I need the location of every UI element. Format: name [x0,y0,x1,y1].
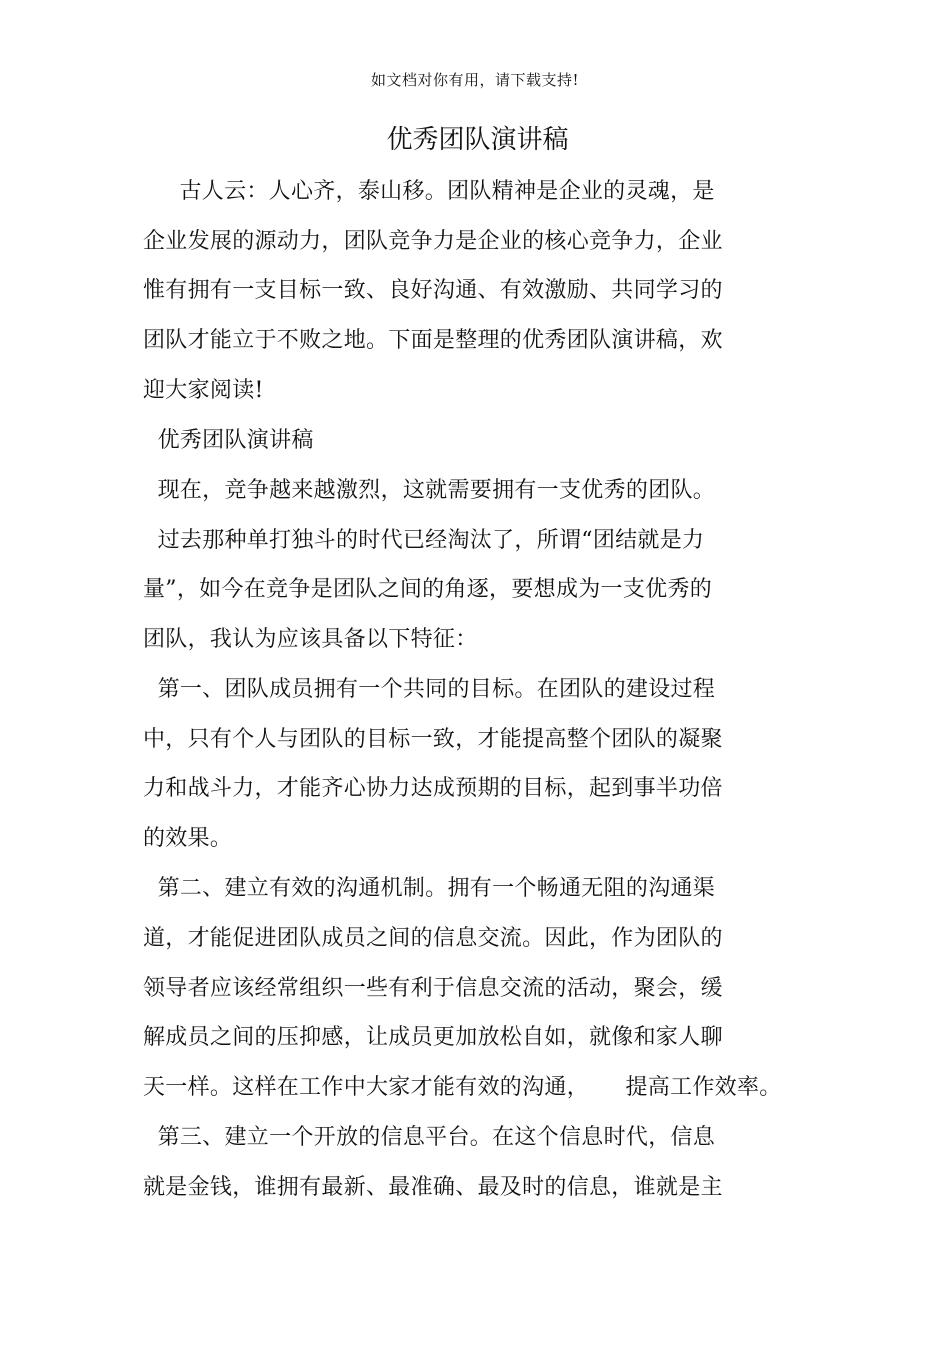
paragraph-line: 第三、建立一个开放的信息平台。在这个信息时代，信息 [143,1125,716,1150]
paragraph-line: 第二、建立有效的沟通机制。拥有一个畅通无阻的沟通渠 [143,876,716,901]
paragraph-line: 解成员之间的压抑感，让成员更加放松自如，就像和家人聊 [143,1025,723,1050]
header-note: 如文档对你有用，请下载支持! [370,71,580,89]
paragraph-line: 量”，如今在竞争是团队之间的角逐，要想成为一支优秀的 [143,577,713,602]
document-title: 优秀团队演讲稿 [386,125,569,155]
paragraph-line: 的效果。 [143,826,233,851]
paragraph-line: 惟有拥有一支目标一致、良好沟通、有效激励、共同学习的 [143,278,723,303]
paragraph-line: 迎大家阅读! [143,378,264,403]
paragraph-line: 第一、团队成员拥有一个共同的目标。在团队的建设过程 [143,677,716,702]
paragraph-line: 团队才能立于不败之地。下面是整理的优秀团队演讲稿，欢 [143,328,723,353]
paragraph-line: 古人云：人心齐，泰山移。团队精神是企业的灵魂，是 [143,179,715,204]
paragraph-line: 天一样。这样在工作中大家才能有效的沟通， 提高工作效率。 [143,1075,782,1100]
paragraph-line: 现在，竞争越来越激烈，这就需要拥有一支优秀的团队。 [143,478,716,503]
paragraph-line: 道，才能促进团队成员之间的信息交流。因此，作为团队的 [143,926,723,951]
paragraph-line: 优秀团队演讲稿 [143,428,314,453]
paragraph-line: 过去那种单打独斗的时代已经淘汰了，所谓“团结就是力 [143,528,705,553]
paragraph-line: 团队，我认为应该具备以下特征： [143,627,478,652]
paragraph-line: 就是金钱，谁拥有最新、最准确、最及时的信息，谁就是主 [143,1175,723,1200]
paragraph-line: 中，只有个人与团队的目标一致，才能提高整个团队的凝聚 [143,727,723,752]
paragraph-line: 领导者应该经常组织一些有利于信息交流的活动，聚会，缓 [143,976,723,1001]
paragraph-line: 力和战斗力，才能齐心协力达成预期的目标，起到事半功倍 [143,776,723,801]
paragraph-line: 企业发展的源动力，团队竞争力是企业的核心竞争力，企业 [143,229,723,254]
